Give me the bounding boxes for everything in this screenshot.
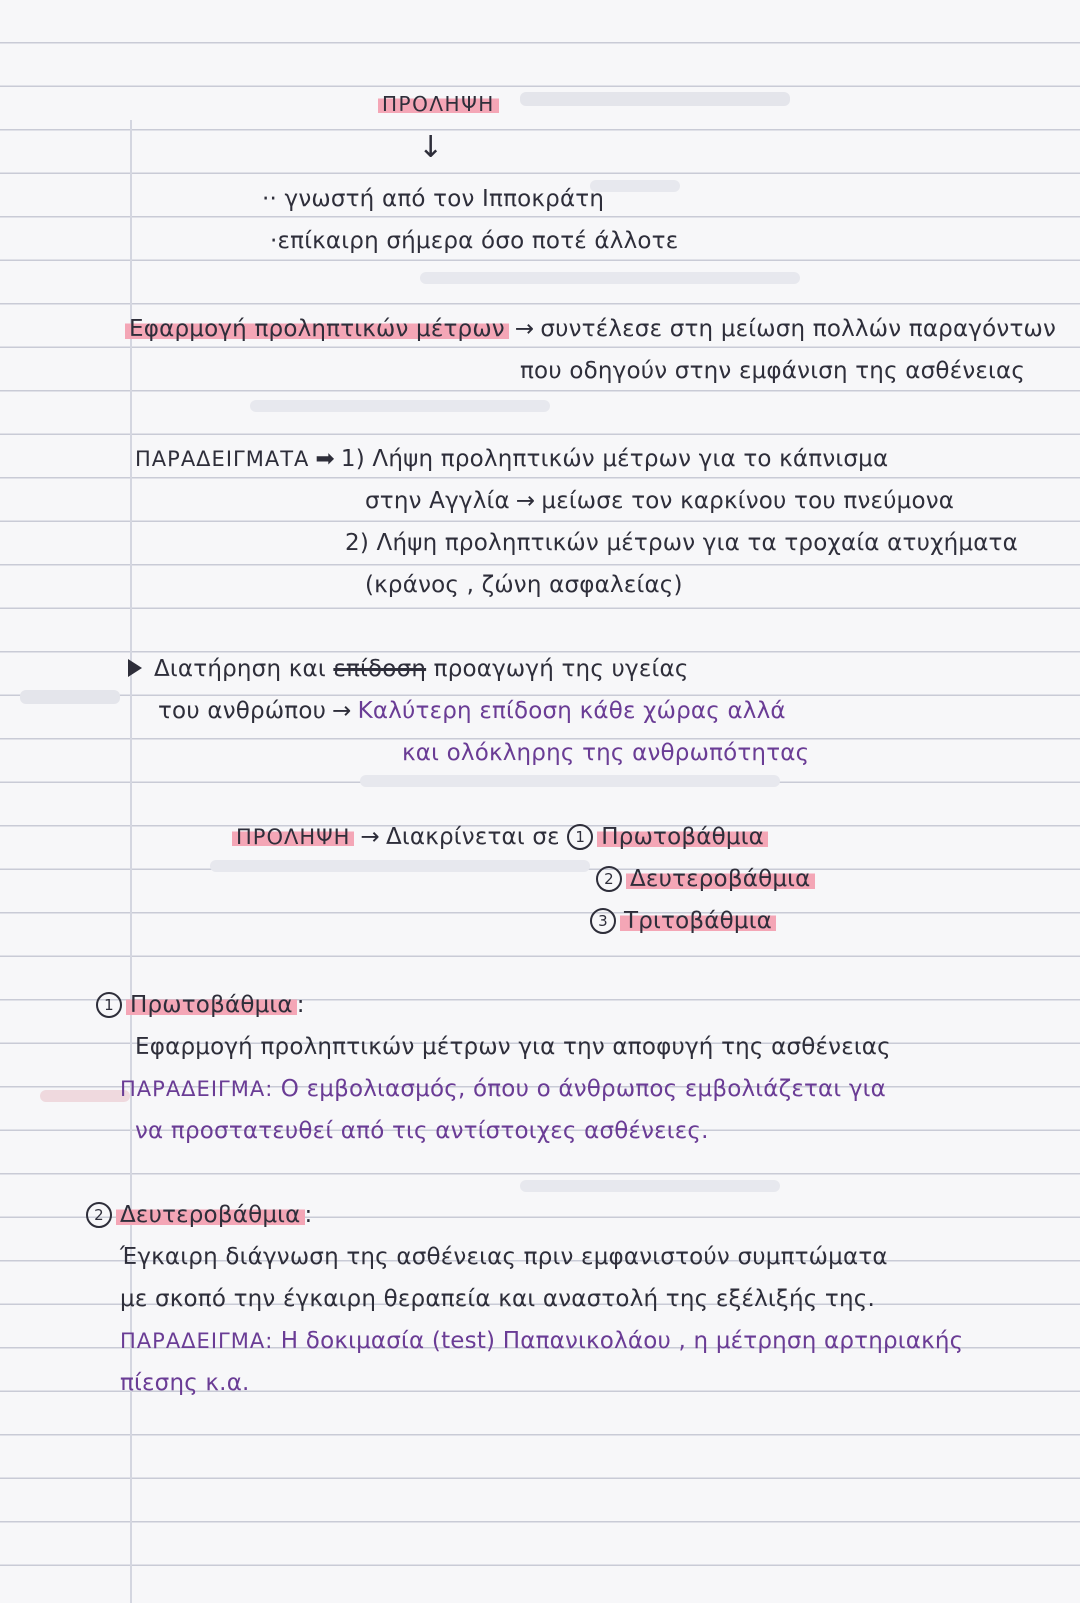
down-arrow-icon: ↓ bbox=[418, 130, 444, 165]
classification-type-1: Πρωτοβάθμια bbox=[597, 824, 768, 850]
maintenance-purple-1: Καλύτερη επίδοση κάθε χώρας αλλά bbox=[357, 698, 786, 724]
primary-example-1: Ο εμβολιασμός, όπου ο άνθρωπος εμβολιάζεται για bbox=[280, 1076, 887, 1102]
maintenance-line-1 bbox=[128, 656, 689, 682]
primary-colon: : bbox=[296, 992, 305, 1018]
primary-example-label: ΠΑΡΑΔΕΙΓΜΑ: bbox=[120, 1077, 274, 1101]
classification-text: Διακρίνεται σε bbox=[385, 824, 560, 850]
bleed-through-mark bbox=[250, 400, 550, 412]
classification-line-3 bbox=[590, 908, 776, 934]
application-text-1: συντέλεσε στη μείωση πολλών παραγόντων bbox=[540, 316, 1057, 342]
number-1-icon: 1 bbox=[567, 824, 593, 850]
triangle-bullet-icon bbox=[128, 659, 142, 677]
maintenance-line-3: και ολόκληρης της ανθρωπότητας bbox=[402, 740, 810, 766]
bleed-through-mark bbox=[360, 775, 780, 787]
classification-type-3: Τριτοβάθμια bbox=[620, 908, 776, 934]
primary-heading bbox=[96, 992, 305, 1018]
secondary-heading bbox=[86, 1202, 312, 1228]
page-title bbox=[378, 92, 499, 116]
classification-label: ΠΡΟΛΗΨΗ bbox=[232, 825, 354, 849]
bleed-through-mark bbox=[40, 1090, 130, 1102]
examples-line-2 bbox=[365, 488, 954, 514]
secondary-line-1: Έγκαιρη διάγνωση της ασθένειας πριν εμφανιστούν συμπτώματα bbox=[120, 1244, 888, 1270]
examples-label: ΠΑΡΑΔΕΙΓΜΑΤΑ bbox=[135, 447, 310, 471]
arrow-icon: → bbox=[332, 698, 352, 724]
examples-item-1a: 1) Λήψη προληπτικών μέτρων για το κάπνισμα bbox=[340, 446, 889, 472]
intro-line-2: ·επίκαιρη σήμερα όσο ποτέ άλλοτε bbox=[270, 228, 679, 254]
bleed-through-mark bbox=[520, 1180, 780, 1192]
primary-example-line-1 bbox=[120, 1076, 886, 1102]
classification-type-2: Δευτεροβάθμια bbox=[626, 866, 815, 892]
primary-line-1: Εφαρμογή προληπτικών μέτρων για την αποφυγή της ασθένειας bbox=[135, 1034, 891, 1060]
application-highlight: Εφαρμογή προληπτικών μέτρων bbox=[125, 316, 509, 342]
primary-example-line-2: να προστατευθεί από τις αντίστοιχες ασθένειες. bbox=[135, 1118, 709, 1144]
examples-line-1 bbox=[135, 446, 888, 472]
number-2-icon: 2 bbox=[86, 1202, 112, 1228]
number-1-icon: 1 bbox=[96, 992, 122, 1018]
bleed-through-mark bbox=[20, 690, 120, 704]
examples-item-1b: στην Αγγλία bbox=[365, 488, 510, 514]
arrow-icon: ➡ bbox=[315, 446, 335, 472]
page-title-text: ΠΡΟΛΗΨΗ bbox=[378, 92, 499, 116]
bleed-through-mark bbox=[210, 860, 590, 872]
secondary-example-line-2: πίεσης κ.α. bbox=[120, 1370, 250, 1396]
application-line-2: που οδηγούν στην εμφάνιση της ασθένειας bbox=[520, 358, 1026, 384]
maintenance-text-3: του ανθρώπου bbox=[158, 698, 327, 724]
maintenance-line-2 bbox=[158, 698, 786, 724]
number-3-icon: 3 bbox=[590, 908, 616, 934]
classification-line-2 bbox=[596, 866, 815, 892]
bleed-through-mark bbox=[520, 92, 790, 106]
primary-heading-text: Πρωτοβάθμια bbox=[126, 992, 297, 1018]
examples-line-3: 2) Λήψη προληπτικών μέτρων για τα τροχαία ατυχήματα bbox=[345, 530, 1018, 556]
maintenance-text-2: προαγωγή της υγείας bbox=[433, 656, 689, 682]
number-2-icon: 2 bbox=[596, 866, 622, 892]
secondary-example-1: Η δοκιμασία (test) Παπανικολάου , η μέτρηση αρτηριακής bbox=[280, 1328, 964, 1354]
secondary-example-label: ΠΑΡΑΔΕΙΓΜΑ: bbox=[120, 1329, 274, 1353]
secondary-heading-text: Δευτεροβάθμια bbox=[116, 1202, 305, 1228]
classification-line-1 bbox=[232, 824, 768, 850]
maintenance-strike: επίδοση bbox=[333, 656, 427, 682]
arrow-icon: → bbox=[360, 824, 380, 850]
application-line-1 bbox=[125, 316, 1056, 342]
arrow-icon: → bbox=[515, 488, 536, 514]
intro-line-1: ·· γνωστή από τον Ιπποκράτη bbox=[262, 186, 605, 212]
secondary-colon: : bbox=[304, 1202, 313, 1228]
secondary-line-2: με σκοπό την έγκαιρη θεραπεία και αναστολή της εξέλιξής της. bbox=[120, 1286, 875, 1312]
examples-line-4: (κράνος , ζώνη ασφαλείας) bbox=[365, 572, 683, 598]
maintenance-text-1: Διατήρηση και bbox=[154, 656, 326, 682]
examples-item-1c: μείωσε τον καρκίνου του πνεύμονα bbox=[541, 488, 955, 514]
secondary-example-line-1 bbox=[120, 1328, 963, 1354]
bleed-through-mark bbox=[420, 272, 800, 284]
arrow-icon: → bbox=[514, 316, 535, 342]
